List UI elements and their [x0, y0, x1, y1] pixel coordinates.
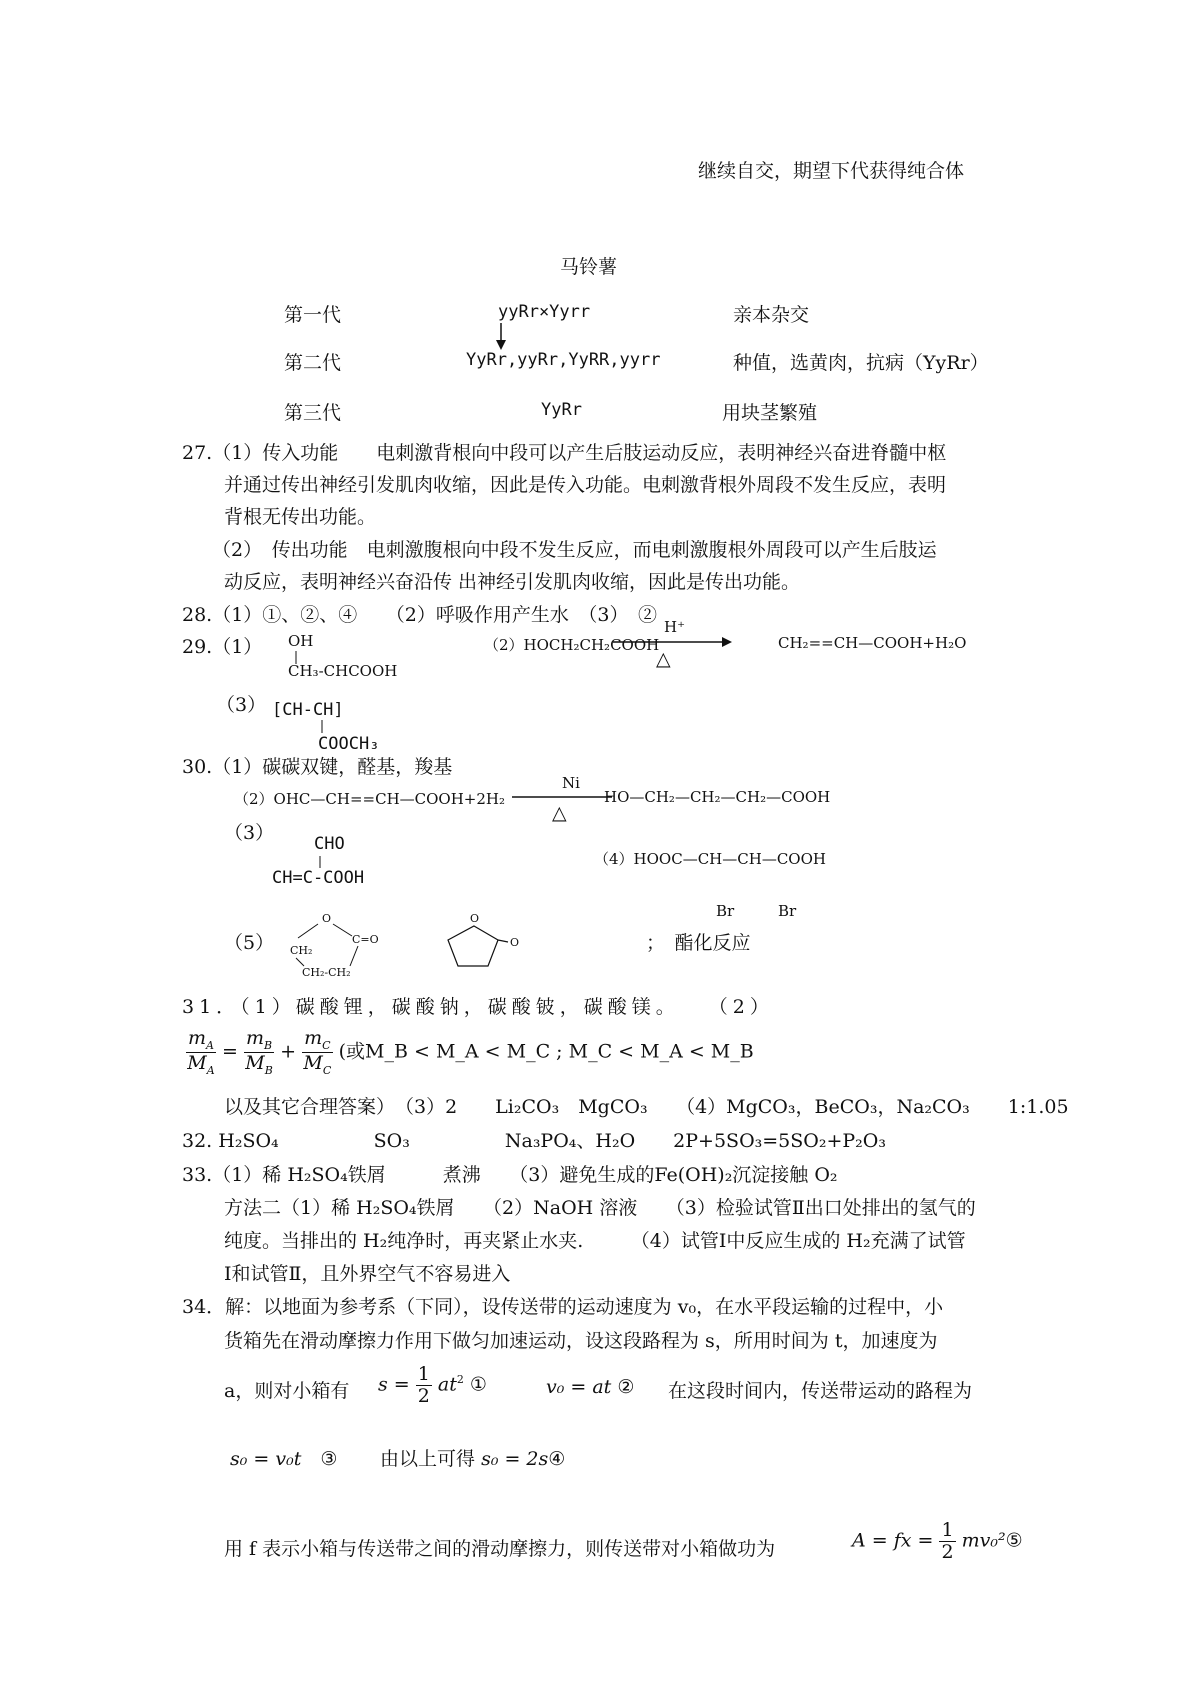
q34-equation-1: s = $\frac{1}{2}$ $at^2$ ①	[378, 1363, 487, 1407]
gen-1-note: 亲本杂交	[733, 304, 810, 326]
q30-chain: CH=C-COOH	[272, 868, 365, 888]
gen-3-note: 用块茎繁殖	[722, 402, 818, 424]
q34-equation-5: A = fx = $\frac{1}{2}$ mv₀²⑤	[852, 1519, 1023, 1563]
q29-part3-label: （3）	[216, 694, 267, 716]
q29-part2-left: （2）HOCH₂CH₂COOH	[484, 636, 660, 654]
q30-part2-left: （2）OHC—CH==CH—COOH+2H₂	[234, 790, 506, 808]
gen-3-cross: YyRr	[541, 400, 582, 420]
q30-part3-label: （3）	[224, 822, 275, 844]
q30-ring-ch2-b: CH₂-CH₂	[302, 966, 351, 979]
gen-1-label: 第一代	[284, 304, 342, 326]
gen-2-label: 第二代	[284, 352, 342, 374]
q30-line-1: 30.（1）碳碳双键，醛基，羧基	[182, 756, 453, 778]
q34-equation-3: s₀ = v₀t ③	[230, 1448, 338, 1470]
q30-ring-ch2-a: CH₂	[290, 944, 313, 957]
q30-ring2-oxygen: O	[470, 912, 480, 925]
q33-line-4: Ⅰ和试管Ⅱ，且外界空气不容易进入	[224, 1263, 511, 1285]
gen-3-label: 第三代	[284, 402, 342, 424]
q30-br-2: Br	[778, 902, 797, 920]
gen-2-note: 种值，选黄肉，抗病（YyRr）	[733, 352, 989, 374]
q33-line-1: 33.（1）稀 H₂SO₄铁屑 煮沸 （3）避免生成的Fe(OH)₂沉淀接触 O₂	[182, 1164, 838, 1186]
q30-part2-right: HO—CH₂—CH₂—CH₂—COOH	[604, 788, 831, 806]
q27-line-4: （2） 传出功能 电刺激腹根向中段不发生反应，而电刺激腹根外周段可以产生后肢运	[212, 539, 937, 561]
q34-line-1: 34．解：以地面为参考系（下同），设传送带的运动速度为 v₀，在水平段运输的过程中，小	[182, 1296, 944, 1318]
q29-catalyst: H⁺	[664, 618, 685, 636]
q34-equation-2: v₀ = at ②	[546, 1376, 635, 1398]
q33-line-2: 方法二（1）稀 H₂SO₄铁屑 （2）NaOH 溶液 （3）检验试管Ⅱ出口处排出的氢气的	[224, 1197, 976, 1219]
q30-part4: （4）HOOC—CH—CH—COOH	[594, 850, 826, 868]
q28-line: 28.（1）①、②、④ （2）呼吸作用产生水 （3） ②	[182, 604, 657, 626]
q30-part5-tail: ； 酯化反应	[646, 932, 751, 954]
q33-line-3: 纯度。当排出的 H₂纯净时，再夹紧止水夹. （4）试管Ⅰ中反应生成的 H₂充满了试管	[224, 1230, 966, 1252]
q29-structure-1: CH₃-CHCOOH	[288, 662, 398, 680]
q29-polymer-sub: COOCH₃	[318, 734, 380, 754]
q27-line-3: 背根无传出功能。	[224, 506, 377, 528]
q34-line-4: 由以上可得 s₀ = 2s④	[380, 1448, 566, 1470]
q30-ring2-carbonyl-oxygen: O	[510, 936, 520, 949]
q31-line-1: 31．（1）碳酸锂，碳酸钠，碳酸铍，碳酸镁。 （2）	[182, 996, 774, 1018]
q32-line: 32. H₂SO₄ SO₃ Na₃PO₄、H₂O 2P+5SO₃=5SO₂+P₂O₃	[182, 1130, 886, 1152]
q30-heat: △	[552, 802, 567, 824]
q27-line-1: 27.（1）传入功能 电刺激背根向中段可以产生后肢运动反应，表明神经兴奋进脊髓中枢	[182, 442, 947, 464]
q29-polymer: [CH-CH]	[272, 700, 344, 720]
gen-1-cross: yyRr×Yyrr	[498, 302, 591, 322]
q29-heat: △	[656, 648, 671, 670]
q29-oh: OH	[288, 632, 314, 650]
q30-ring-carbonyl: C=O	[352, 933, 379, 946]
q31-formula: $\frac{m_A}{M_A}$ = $\frac{m_B}{M_B}$ + $\frac{m_C}{M_C}$ (或M_B < M_A < M_C ; M_C < M_A < M_B	[187, 1027, 754, 1077]
q27-line-5: 动反应，表明神经兴奋沿传 出神经引发肌肉收缩，因此是传出功能。	[224, 571, 801, 593]
q34-line-2: 货箱先在滑动摩擦力作用下做匀加速运动，设这段路程为 s，所用时间为 t，加速度为	[224, 1330, 938, 1352]
q31-line-3: 以及其它合理答案） （3）2 Li₂CO₃ MgCO₃ （4）MgCO₃，BeCO₃，Na₂CO₃ 1:1.05	[224, 1096, 1069, 1118]
q29-label: 29.（1）	[182, 636, 263, 658]
q27-line-2: 并通过传出神经引发肌肉收缩，因此是传入功能。电刺激背根外周段不发生反应，表明	[224, 474, 947, 496]
q29-part2-right: CH₂==CH—COOH+H₂O	[778, 634, 967, 652]
q30-ring-oxygen: O	[322, 912, 332, 925]
q31-condition: (或M_B < M_A < M_C ; M_C < M_A < M_B	[338, 1040, 754, 1063]
q30-br-1: Br	[716, 902, 735, 920]
gen-2-cross: YyRr,yyRr,YyRR,yyrr	[466, 350, 661, 370]
q30-cho: CHO	[314, 834, 345, 854]
q30-catalyst: Ni	[562, 774, 580, 792]
q34-line-5-start: 用 f 表示小箱与传送带之间的滑动摩擦力，则传送带对小箱做功为	[224, 1538, 776, 1560]
top-note: 继续自交，期望下代获得纯合体	[698, 160, 965, 182]
q34-line-3-start: a，则对小箱有	[224, 1380, 350, 1402]
q30-part5-label: （5）	[224, 932, 275, 954]
q34-line-3-end: 在这段时间内，传送带运动的路程为	[668, 1380, 973, 1402]
potato-title: 马铃薯	[560, 256, 618, 278]
